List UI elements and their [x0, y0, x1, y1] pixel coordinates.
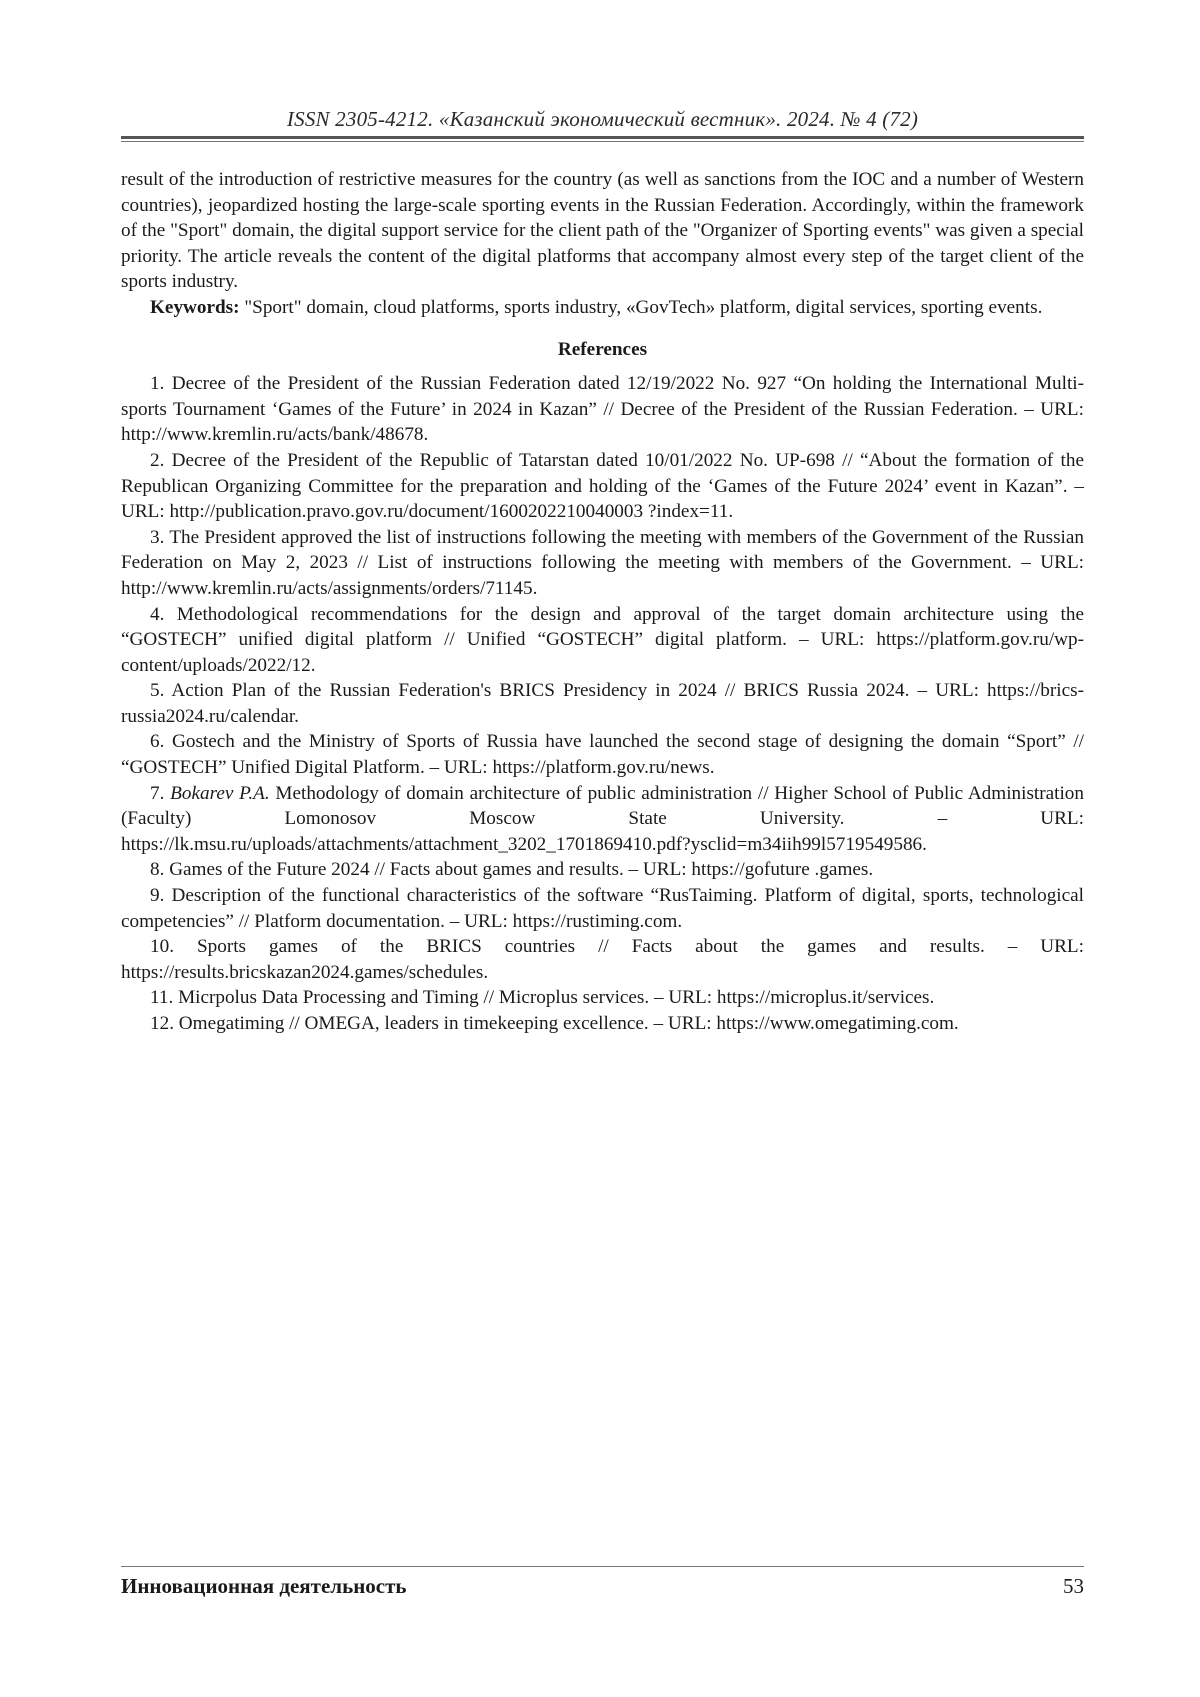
- reference-text: Methodology of domain architecture of public administration // Higher School of Public Administration (Faculty) Lomonosov Moscow State University. – URL: https://lk.msu.ru/uploads/attachments/attachment_3202_1701869410.pdf?ysclid=m34iih99l5719549586.: [121, 782, 1084, 855]
- reference-item: 8. Games of the Future 2024 // Facts about games and results. – URL: https://gofuture .games.: [150, 859, 874, 881]
- footer-section-title: Инновационная деятельность: [121, 1574, 407, 1598]
- reference-item: 10. Sports games of the BRICS countries // Facts about the games and results. – URL: https://results.bricskazan2024.games/schedules.: [121, 936, 1084, 983]
- keywords-text: "Sport" domain, cloud platforms, sports industry, «GovTech» platform, digital services, sporting events.: [239, 296, 1043, 318]
- keywords-paragraph: [121, 295, 1084, 321]
- abstract-continuation: result of the introduction of restrictive measures for the country (as well as sanctions from the IOC and a number of Western countries), jeopardized hosting the large-scale sporting events in the Russian Federation. Accordingly, within the framework of the "Sport" domain, the digital support service for the client path of the "Organizer of Sporting events" was given a special priority. The article reveals the content of the digital platforms that accompany almost every step of the target client of the sports industry.: [121, 169, 1084, 293]
- reference-item: 1. Decree of the President of the Russian Federation dated 12/19/2022 No. 927 “On holding the International Multi-sports Tournament ‘Games of the Future’ in 2024 in Kazan” // Decree of the President of the Russian Federation. – URL: http://www.kremlin.ru/acts/bank/48678.: [121, 373, 1084, 446]
- reference-item: 5. Action Plan of the Russian Federation's BRICS Presidency in 2024 // BRICS Russia 2024. – URL: https://brics-russia2024.ru/calendar.: [121, 680, 1084, 727]
- page-body: [121, 167, 1084, 1037]
- reference-item: 3. The President approved the list of instructions following the meeting with members of the Government of the Russian Federation on May 2, 2023 // List of instructions following the meeting with members of the Government. – URL: http://www.kremlin.ru/acts/assignments/orders/71145.: [121, 526, 1084, 599]
- reference-number: 7.: [150, 782, 165, 804]
- header-rule: [121, 136, 1084, 139]
- footer-rule: [121, 1566, 1084, 1567]
- reference-item: 12. Omegatiming // OMEGA, leaders in timekeeping excellence. – URL: https://www.omegatiming.com.: [150, 1013, 959, 1034]
- page-number: 53: [1063, 1574, 1084, 1598]
- keywords-label: Keywords:: [150, 296, 240, 318]
- reference-item: 9. Description of the functional characteristics of the software “RusTaiming. Platform of digital, sports, technological competencies” // Platform documentation. – URL: https://rustiming.com.: [121, 885, 1084, 932]
- reference-item: 11. Micrpolus Data Processing and Timing // Microplus services. – URL: https://microplus.it/services.: [150, 987, 935, 1009]
- reference-item: 4. Methodological recommendations for the design and approval of the target domain architecture using the “GOSTECH” unified digital platform // Unified “GOSTECH” digital platform. – URL: https://platform.gov.ru/wp-content/uploads/2022/12.: [121, 603, 1084, 676]
- references-heading: References: [557, 338, 648, 360]
- reference-item: 6. Gostech and the Ministry of Sports of Russia have launched the second stage of designing the domain “Sport” // “GOSTECH” Unified Digital Platform. – URL: https://platform.gov.ru/news.: [121, 731, 1084, 779]
- reference-author: Bokarev P.A.: [170, 782, 270, 804]
- header-rule-thin: [121, 141, 1084, 142]
- reference-item: 2. Decree of the President of the Republic of Tatarstan dated 10/01/2022 No. UP-698 // “About the formation of the Republican Organizing Committee for the preparation and holding of the ‘Games of the Future 2024’ event in Kazan”. – URL: http://publication.pravo.gov.ru/document/1600202210040003 ?index=11.: [121, 449, 1084, 523]
- reference-item: [121, 781, 1084, 858]
- running-header: ISSN 2305-4212. «Казанский экономический вестник». 2024. № 4 (72): [286, 107, 919, 131]
